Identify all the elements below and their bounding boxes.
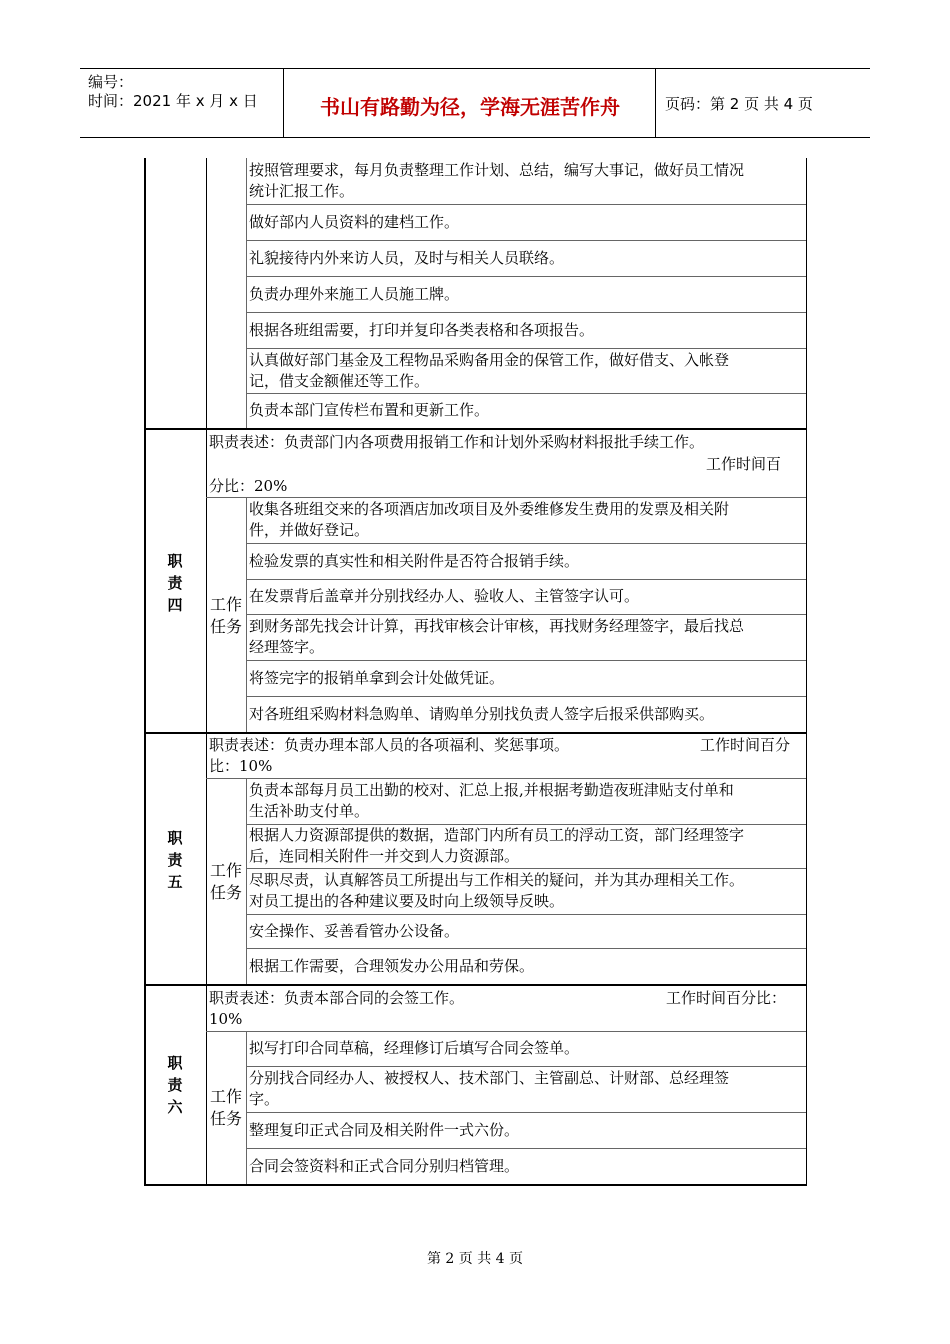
task-text: 认真做好部门基金及工程物品采购备用金的保管工作，做好借支、入帐登 <box>249 351 730 369</box>
task-row-divider <box>246 204 806 205</box>
task-column-label: 任务 <box>209 1109 242 1128</box>
column-divider <box>206 986 207 1184</box>
task-text: 检验发票的真实性和相关附件是否符合报销手续。 <box>249 552 580 570</box>
task-row-divider <box>246 948 806 949</box>
task-text: 统计汇报工作。 <box>249 182 355 200</box>
duty-description: 职责表述：负责部门内各项费用报销工作和计划外采购材料报批手续工作。 <box>209 433 705 451</box>
duty-description: 职责表述：负责办理本部人员的各项福利、奖惩事项。 <box>209 736 570 754</box>
header-motto: 书山有路勤为径，学海无涯苦作舟 <box>320 95 620 119</box>
task-text: 按照管理要求，每月负责整理工作计划、总结，编写大事记，做好员工情况 <box>249 161 745 179</box>
task-row-divider <box>246 312 806 313</box>
task-text: 根据人力资源部提供的数据，造部门内所有员工的浮动工资，部门经理签字 <box>249 826 745 844</box>
task-text: 后，连同相关附件一并交到人力资源部。 <box>249 847 520 865</box>
duty-label-char: 六 <box>167 1098 183 1116</box>
task-row-divider <box>246 614 806 615</box>
duty-label-char: 责 <box>167 851 183 869</box>
task-row-divider <box>246 393 806 394</box>
column-divider <box>246 778 247 984</box>
task-row-divider <box>246 348 806 349</box>
task-text: 尽职尽责，认真解答员工所提出与工作相关的疑问，并为其办理相关工作。 <box>249 871 745 889</box>
task-text: 记，借支金额催还等工作。 <box>249 372 430 390</box>
task-text: 负责办理外来施工人员施工牌。 <box>249 285 460 303</box>
duty-time-percent: 工作时间百分比： <box>666 989 787 1007</box>
task-row-divider <box>246 914 806 915</box>
duty-description: 职责表述：负责本部合同的会签工作。 <box>209 989 465 1007</box>
document-number-label: 编号： <box>88 73 134 91</box>
task-column-label: 工作 <box>209 861 242 880</box>
task-text: 根据各班组需要，打印并复印各类表格和各项报告。 <box>249 321 595 339</box>
task-row-divider <box>246 276 806 277</box>
table-border-left <box>144 158 146 1184</box>
duty-label-char: 责 <box>167 1076 183 1094</box>
table-border-right <box>806 158 807 1184</box>
task-row-divider <box>246 543 806 544</box>
column-divider <box>206 734 207 984</box>
task-row-divider <box>246 696 806 697</box>
duty-label-char: 五 <box>167 873 183 891</box>
task-text: 收集各班组交来的各项酒店加改项目及外委维修发生费用的发票及相关附 <box>249 500 730 518</box>
duty-time-percent: 比：10% <box>209 757 273 775</box>
duty-label-char: 职 <box>167 552 183 570</box>
column-divider <box>206 158 207 428</box>
task-row-divider <box>246 1112 806 1113</box>
task-text: 分别找合同经办人、被授权人、技术部门、主管副总、计财部、总经理签 <box>249 1069 730 1087</box>
task-text: 拟写打印合同草稿，经理修订后填写合同会签单。 <box>249 1039 580 1057</box>
task-row-divider <box>246 1066 806 1067</box>
duty-time-percent: 工作时间百 <box>706 455 782 473</box>
task-text: 负责本部门宣传栏布置和更新工作。 <box>249 401 490 419</box>
task-row-divider <box>246 660 806 661</box>
task-row-divider <box>246 240 806 241</box>
page-footer: 第 2 页 共 4 页 <box>426 1251 524 1267</box>
duty-label-char: 责 <box>167 574 183 592</box>
duty-time-percent: 分比：20% <box>209 477 288 495</box>
task-text: 将签完字的报销单拿到会计处做凭证。 <box>249 669 505 687</box>
duty-time-percent: 工作时间百分 <box>700 736 791 754</box>
task-text: 对员工提出的各种建议要及时向上级领导反映。 <box>249 892 565 910</box>
task-text: 做好部内人员资料的建档工作。 <box>249 213 460 231</box>
description-divider <box>206 497 806 498</box>
duty-label-char: 职 <box>167 1054 183 1072</box>
column-divider <box>206 430 207 732</box>
task-text: 在发票背后盖章并分别找经办人、验收人、主管签字认可。 <box>249 587 640 605</box>
document-date-label: 时间：2021 年 x 月 x 日 <box>88 92 258 110</box>
task-text: 安全操作、妥善看管办公设备。 <box>249 922 460 940</box>
task-text: 件，并做好登记。 <box>249 521 370 539</box>
task-text: 经理签字。 <box>249 638 325 656</box>
column-divider <box>246 158 247 428</box>
task-text: 生活补助支付单。 <box>249 802 370 820</box>
task-text: 根据工作需要，合理领发办公用品和劳保。 <box>249 957 535 975</box>
table-border-bottom <box>144 1184 807 1186</box>
task-column-label: 工作 <box>209 1087 242 1106</box>
duty-label-char: 四 <box>167 596 183 614</box>
header-page-label: 页码：第 2 页 共 4 页 <box>665 95 813 113</box>
task-row-divider <box>246 1148 806 1149</box>
duty-divider <box>144 984 806 986</box>
task-text: 对各班组采购材料急购单、请购单分别找负责人签字后报采供部购买。 <box>249 705 715 723</box>
task-column-label: 工作 <box>209 595 242 614</box>
task-text: 负责本部每月员工出勤的校对、汇总上报,并根据考勤造夜班津贴支付单和 <box>249 781 734 799</box>
task-row-divider <box>246 579 806 580</box>
task-text: 字。 <box>249 1090 280 1108</box>
task-text: 合同会签资料和正式合同分别归档管理。 <box>249 1157 520 1175</box>
description-divider <box>206 778 806 779</box>
task-row-divider <box>246 868 806 869</box>
duty-divider <box>144 428 806 430</box>
task-text: 到财务部先找会计计算，再找审核会计审核，再找财务经理签字，最后找总 <box>249 617 745 635</box>
duty-label-char: 职 <box>167 829 183 847</box>
description-divider <box>206 1031 806 1032</box>
task-column-label: 任务 <box>209 617 242 636</box>
duty-time-percent: 10% <box>209 1010 243 1028</box>
duty-divider <box>144 732 806 734</box>
task-text: 礼貌接待内外来访人员，及时与相关人员联络。 <box>249 249 565 267</box>
column-divider <box>246 1031 247 1184</box>
task-column-label: 任务 <box>209 883 242 902</box>
task-text: 整理复印正式合同及相关附件一式六份。 <box>249 1121 520 1139</box>
